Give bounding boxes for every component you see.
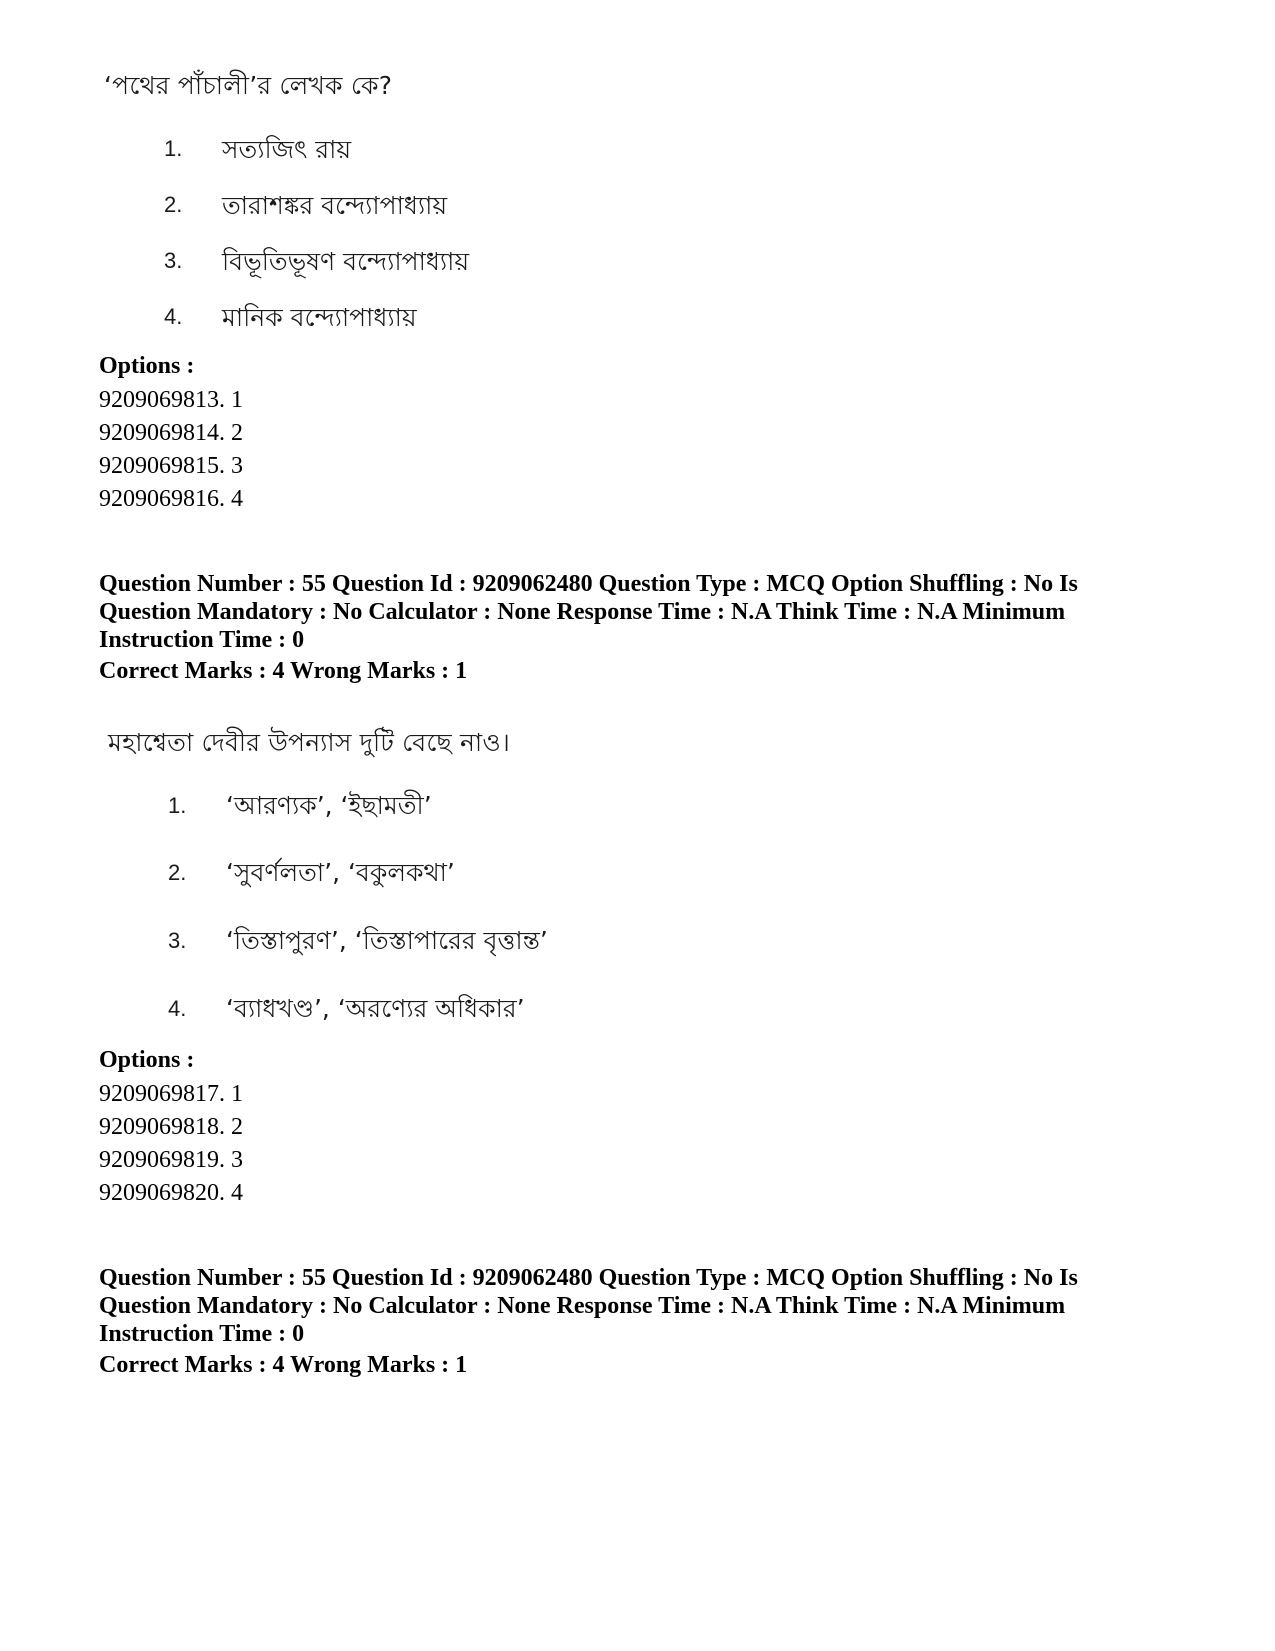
- meta-line: Instruction Time : 0: [99, 627, 305, 653]
- option-item: 9209069816. 4: [99, 486, 243, 512]
- choice-text: ‘সুবর্ণলতা’, ‘বকুলকথা’: [226, 858, 455, 887]
- options-heading: Options :: [99, 1047, 195, 1073]
- choice-number: 2.: [168, 860, 187, 885]
- option-item: 9209069817. 1: [99, 1081, 243, 1107]
- option-item: 9209069814. 2: [99, 420, 243, 446]
- choice-text: ‘তিস্তাপুরণ’, ‘তিস্তাপারের বৃত্তান্ত’: [226, 926, 548, 955]
- meta-line: Question Mandatory : No Calculator : None Response Time : N.A Think Time : N.A Minimum: [99, 599, 1066, 625]
- choice-text: ‘ব্যাধখণ্ড’, ‘অরণ্যের অধিকার’: [226, 994, 525, 1023]
- choice-number: 1.: [168, 793, 187, 818]
- marks-line: Correct Marks : 4 Wrong Marks : 1: [99, 658, 468, 684]
- meta-line: Question Number : 55 Question Id : 9209062480 Question Type : MCQ Option Shuffling : No Is: [99, 571, 1078, 597]
- meta-line: Question Number : 55 Question Id : 9209062480 Question Type : MCQ Option Shuffling : No Is: [99, 1265, 1078, 1291]
- question-stem: মহাশ্বেতা দেবীর উপন্যাস দুটি বেছে নাও।: [108, 728, 511, 757]
- choice-number: 2.: [164, 192, 183, 217]
- question-meta: [99, 570, 1179, 654]
- meta-line: Instruction Time : 0: [99, 1321, 305, 1347]
- option-item: 9209069813. 1: [99, 387, 243, 413]
- choice-number: 3.: [168, 928, 187, 953]
- choice-number: 1.: [164, 136, 183, 161]
- choice-number: 4.: [164, 304, 183, 329]
- option-item: 9209069815. 3: [99, 453, 243, 479]
- question-meta: [99, 1264, 1179, 1348]
- choice-text: মানিক বন্দ্যোপাধ্যায়: [222, 303, 417, 332]
- choice-text: ‘আরণ্যক’, ‘ইছামতী’: [226, 791, 432, 820]
- choice-text: সত্যজিৎ রায়: [222, 135, 352, 164]
- marks-line: Correct Marks : 4 Wrong Marks : 1: [99, 1352, 468, 1378]
- option-item: 9209069820. 4: [99, 1180, 243, 1206]
- choice-number: 3.: [164, 248, 183, 273]
- option-item: 9209069819. 3: [99, 1147, 243, 1173]
- question-stem: ‘পথের পাঁচালী’র লেখক কে?: [104, 71, 393, 100]
- options-heading: Options :: [99, 353, 195, 379]
- option-item: 9209069818. 2: [99, 1114, 243, 1140]
- choice-text: তারাশঙ্কর বন্দ্যোপাধ্যায়: [222, 191, 448, 220]
- meta-line: Question Mandatory : No Calculator : None Response Time : N.A Think Time : N.A Minimum: [99, 1293, 1066, 1319]
- choice-text: বিভূতিভূষণ বন্দ্যোপাধ্যায়: [222, 247, 470, 276]
- choice-number: 4.: [168, 996, 187, 1021]
